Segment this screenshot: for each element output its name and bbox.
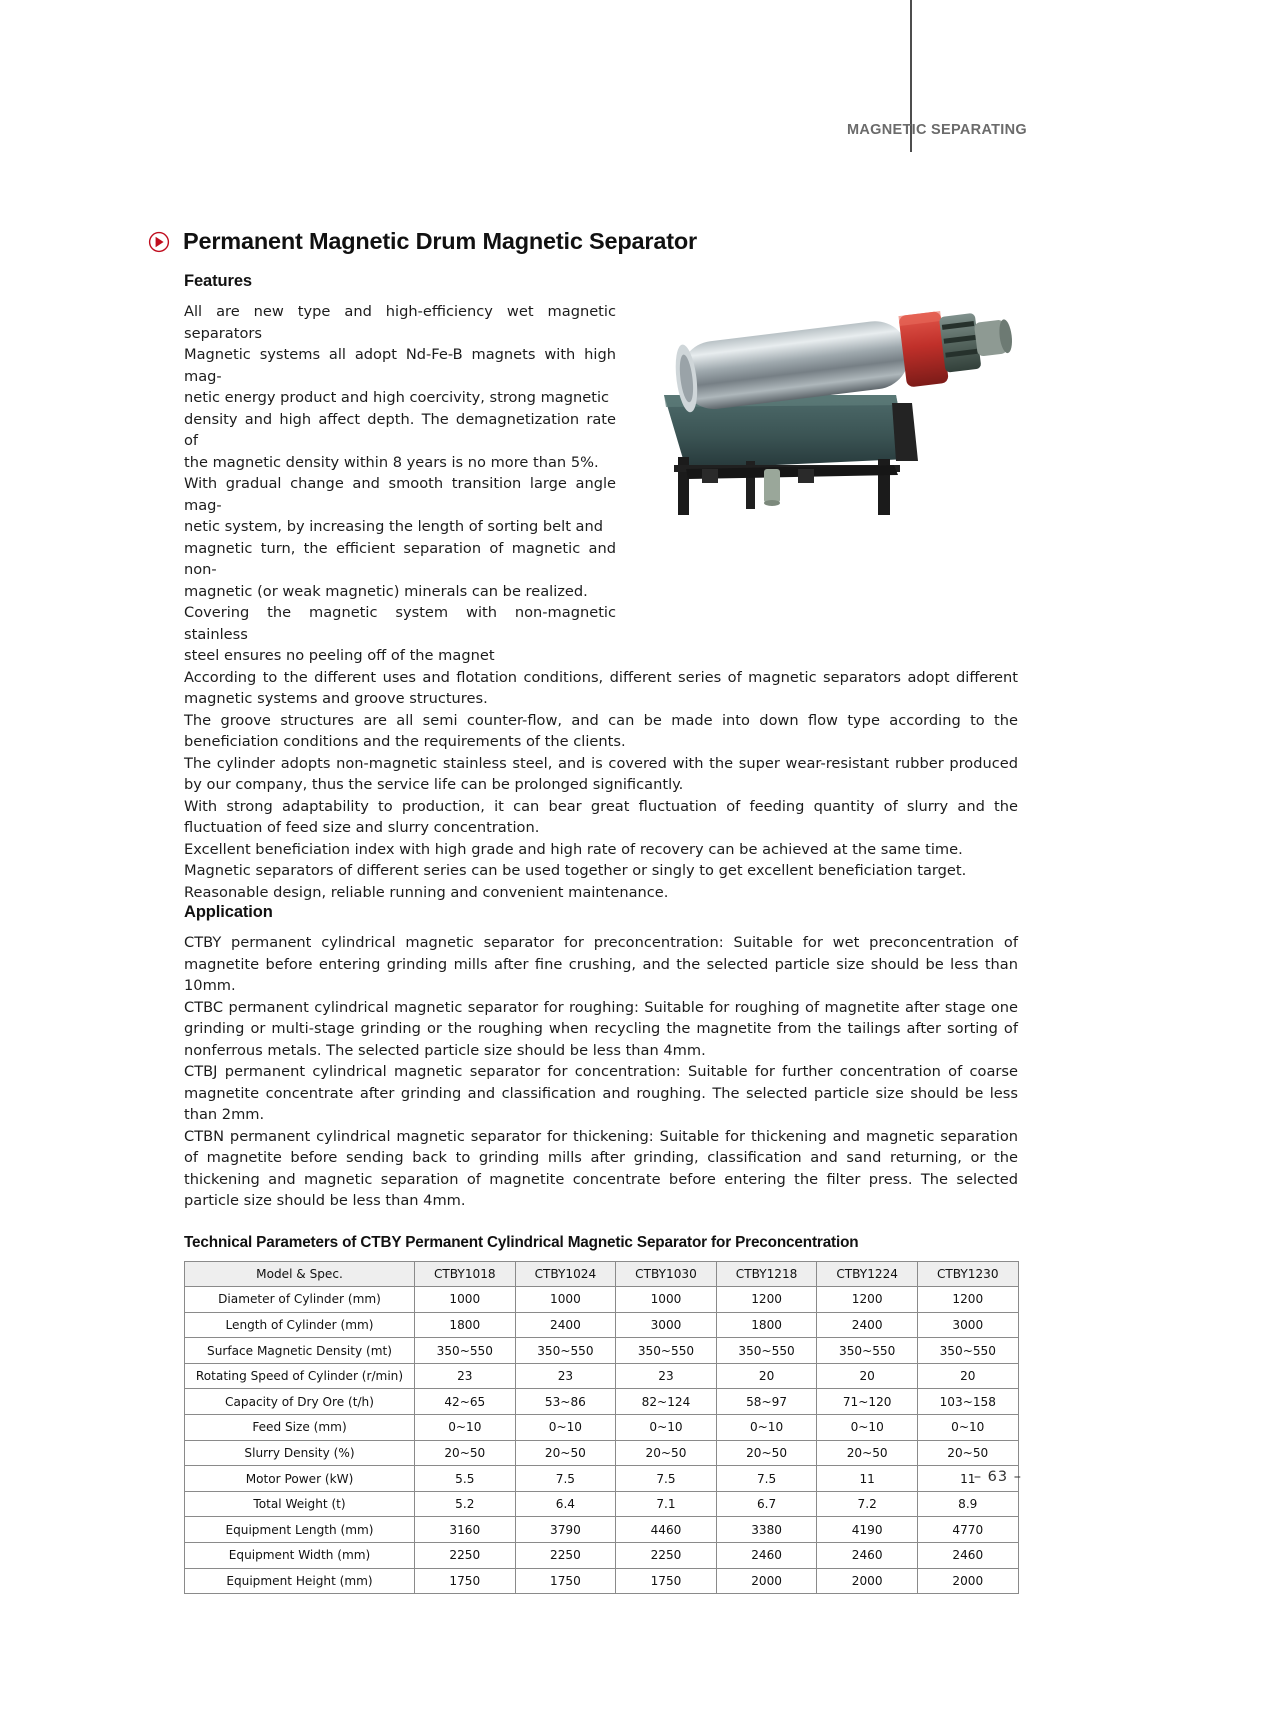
- features-line: Covering the magnetic system with non-magnetic stainless: [184, 604, 616, 643]
- table-row-label: Surface Magnetic Density (mt): [185, 1338, 415, 1364]
- table-row: [185, 1338, 1019, 1364]
- application-paragraph: CTBY permanent cylindrical magnetic separator for preconcentration: Suitable for wet preconcentration of magnetite before entering grinding mills after fine crushing, and the selected particle size should be less than 10mm.: [184, 934, 1018, 994]
- table-cell-value: 4770: [917, 1517, 1018, 1543]
- table-row: [185, 1440, 1019, 1466]
- table-cell-value: 2400: [515, 1312, 616, 1338]
- table-cell-value: 20~50: [817, 1440, 918, 1466]
- table-cell-value: 23: [616, 1363, 717, 1389]
- features-paragraph: According to the different uses and flotation conditions, different series of magnetic separators adopt different magnetic systems and groove structures.: [184, 668, 1018, 707]
- table-cell-value: 2000: [716, 1568, 817, 1594]
- table-cell-value: 4190: [817, 1517, 918, 1543]
- technical-parameters-table: [184, 1261, 1019, 1595]
- table-cell-value: 350~550: [817, 1338, 918, 1364]
- table-cell-value: 1800: [415, 1312, 516, 1338]
- table-cell-value: 7.5: [716, 1466, 817, 1492]
- table-row-label: Capacity of Dry Ore (t/h): [185, 1389, 415, 1415]
- table-cell-value: 3000: [616, 1312, 717, 1338]
- features-line: All are new type and high-efficiency wet magnetic separators: [184, 303, 616, 342]
- table-cell-value: 2460: [917, 1543, 1018, 1569]
- table-cell-value: 71~120: [817, 1389, 918, 1415]
- table-cell-value: 7.2: [817, 1491, 918, 1517]
- table-header-model: CTBY1024: [515, 1261, 616, 1287]
- features-paragraph: Excellent beneficiation index with high grade and high rate of recovery can be achieved at the same time.: [184, 840, 963, 858]
- table-row: [185, 1287, 1019, 1313]
- page-title-row: [148, 228, 1008, 255]
- table-header-model: CTBY1018: [415, 1261, 516, 1287]
- header-section-label: MAGNETIC SEPARATING: [847, 122, 1027, 138]
- table-cell-value: 2250: [415, 1543, 516, 1569]
- table-cell-value: 1800: [716, 1312, 817, 1338]
- features-line: magnetic turn, the efficient separation of magnetic and non-: [184, 539, 616, 578]
- table-cell-value: 2400: [817, 1312, 918, 1338]
- table-cell-value: 4460: [616, 1517, 717, 1543]
- table-row-label: Equipment Length (mm): [185, 1517, 415, 1543]
- table-cell-value: 82~124: [616, 1389, 717, 1415]
- table-cell-value: 1200: [817, 1287, 918, 1313]
- table-cell-value: 20~50: [716, 1440, 817, 1466]
- features-line: density and high affect depth. The demagnetization rate of: [184, 410, 616, 449]
- table-cell-value: 5.5: [415, 1466, 516, 1492]
- table-cell-value: 23: [415, 1363, 516, 1389]
- application-paragraph: CTBJ permanent cylindrical magnetic separator for concentration: Suitable for further concentration of coarse magnetite concentrate after grinding and classification and roughing. The selected particle size should be less than 2mm.: [184, 1063, 1018, 1123]
- features-line: netic energy product and high coercivity, strong magnetic: [184, 389, 610, 406]
- table-row-label: Motor Power (kW): [185, 1466, 415, 1492]
- table-header-model: CTBY1218: [716, 1261, 817, 1287]
- table-header-model: CTBY1230: [917, 1261, 1018, 1287]
- features-paragraph: Magnetic separators of different series can be used together or singly to get excellent beneficiation target.: [184, 862, 967, 879]
- application-paragraph: CTBN permanent cylindrical magnetic separator for thickening: Suitable for thickening and magnetic separation of magnetite before sending back to grinding mills after grinding, classification and sand returning, or the thickening and magnetic separation of magnetite concentrate before entering the filter press. The selected particle size should be less than 4mm.: [184, 1127, 1018, 1209]
- table-cell-value: 20~50: [616, 1440, 717, 1466]
- table-cell-value: 8.9: [917, 1491, 1018, 1517]
- table-cell-value: 20~50: [917, 1440, 1018, 1466]
- table-row: [185, 1543, 1019, 1569]
- table-cell-value: 20: [917, 1363, 1018, 1389]
- table-cell-value: 1000: [515, 1287, 616, 1313]
- table-cell-value: 0~10: [515, 1415, 616, 1441]
- features-line: netic system, by increasing the length of sorting belt and: [184, 518, 604, 535]
- features-line: With gradual change and smooth transition large angle mag-: [184, 475, 616, 514]
- table-cell-value: 2460: [817, 1543, 918, 1569]
- table-row-label: Diameter of Cylinder (mm): [185, 1287, 415, 1313]
- table-cell-value: 20: [716, 1363, 817, 1389]
- page-title: Permanent Magnetic Drum Magnetic Separator: [183, 228, 697, 254]
- table-cell-value: 0~10: [415, 1415, 516, 1441]
- table-cell-value: 1000: [616, 1287, 717, 1313]
- table-caption: Technical Parameters of CTBY Permanent Cylindrical Magnetic Separator for Preconcentration: [184, 1233, 859, 1251]
- table-cell-value: 42~65: [415, 1389, 516, 1415]
- table-cell-value: 58~97: [716, 1389, 817, 1415]
- table-cell-value: 7.5: [616, 1466, 717, 1492]
- features-line: Magnetic systems all adopt Nd-Fe-B magnets with high mag-: [184, 346, 616, 385]
- table-row: [185, 1517, 1019, 1543]
- table-row-label: Equipment Width (mm): [185, 1543, 415, 1569]
- table-cell-value: 1750: [515, 1568, 616, 1594]
- features-paragraph: Reasonable design, reliable running and convenient maintenance.: [184, 883, 669, 901]
- page-content: [184, 272, 1018, 1594]
- features-paragraph: The cylinder adopts non-magnetic stainless steel, and is covered with the super wear-resistant rubber produced by our company, thus the service life can be prolonged significantly.: [184, 754, 1018, 793]
- table-header-model: CTBY1224: [817, 1261, 918, 1287]
- table-cell-value: 1200: [716, 1287, 817, 1313]
- application-heading: Application: [184, 903, 273, 921]
- features-line: magnetic (or weak magnetic) minerals can be realized.: [184, 582, 588, 600]
- table-cell-value: 1750: [616, 1568, 717, 1594]
- table-cell-value: 20~50: [515, 1440, 616, 1466]
- table-cell-value: 23: [515, 1363, 616, 1389]
- table-cell-value: 3790: [515, 1517, 616, 1543]
- table-row: [185, 1389, 1019, 1415]
- table-cell-value: 1000: [415, 1287, 516, 1313]
- table-row-label: Equipment Height (mm): [185, 1568, 415, 1594]
- table-cell-value: 2000: [917, 1568, 1018, 1594]
- table-header-model: CTBY1030: [616, 1261, 717, 1287]
- table-cell-value: 2250: [616, 1543, 717, 1569]
- table-cell-value: 7.5: [515, 1466, 616, 1492]
- table-row-label: Rotating Speed of Cylinder (r/min): [185, 1363, 415, 1389]
- table-cell-value: 6.4: [515, 1491, 616, 1517]
- table-cell-value: 0~10: [917, 1415, 1018, 1441]
- table-cell-value: 6.7: [716, 1491, 817, 1517]
- table-cell-value: 103~158: [917, 1389, 1018, 1415]
- table-cell-value: 53~86: [515, 1389, 616, 1415]
- table-cell-value: 5.2: [415, 1491, 516, 1517]
- table-row: [185, 1415, 1019, 1441]
- table-row-label: Slurry Density (%): [185, 1440, 415, 1466]
- table-row: [185, 1363, 1019, 1389]
- table-cell-value: 0~10: [716, 1415, 817, 1441]
- table-cell-value: 350~550: [515, 1338, 616, 1364]
- features-paragraph: With strong adaptability to production, it can bear great fluctuation of feeding quantity of slurry and the fluctuation of feed size and slurry concentration.: [184, 797, 1018, 836]
- table-cell-value: 20~50: [415, 1440, 516, 1466]
- page-number: – 63 –: [973, 1469, 1022, 1485]
- table-cell-value: 7.1: [616, 1491, 717, 1517]
- table-cell-value: 2250: [515, 1543, 616, 1569]
- table-row-label: Feed Size (mm): [185, 1415, 415, 1441]
- table-cell-value: 1750: [415, 1568, 516, 1594]
- table-cell-value: 0~10: [817, 1415, 918, 1441]
- table-cell-value: 11: [817, 1466, 918, 1492]
- table-cell-value: 350~550: [716, 1338, 817, 1364]
- table-cell-value: 350~550: [616, 1338, 717, 1364]
- table-cell-value: 350~550: [917, 1338, 1018, 1364]
- table-cell-value: 20: [817, 1363, 918, 1389]
- table-cell-value: 3380: [716, 1517, 817, 1543]
- table-cell-value: 11: [917, 1466, 1018, 1492]
- table-cell-value: 3000: [917, 1312, 1018, 1338]
- table-header-row: [185, 1261, 1019, 1287]
- table-cell-value: 2000: [817, 1568, 918, 1594]
- table-row: [185, 1491, 1019, 1517]
- features-line: steel ensures no peeling off of the magnet: [184, 647, 495, 664]
- features-line: the magnetic density within 8 years is no more than 5%.: [184, 453, 599, 471]
- table-cell-value: 350~550: [415, 1338, 516, 1364]
- table-row: [185, 1568, 1019, 1594]
- table-row-label: Total Weight (t): [185, 1491, 415, 1517]
- table-header-label: Model & Spec.: [185, 1261, 415, 1287]
- table-cell-value: 0~10: [616, 1415, 717, 1441]
- application-paragraph: CTBC permanent cylindrical magnetic separator for roughing: Suitable for roughing of magnetite after stage one grinding or multi-stage grinding or the roughing when recycling the magnetite from the tailings after sorting of nonferrous metals. The selected particle size should be less than 4mm.: [184, 998, 1018, 1059]
- features-heading: Features: [184, 272, 252, 290]
- features-paragraph: The groove structures are all semi counter-flow, and can be made into down flow type according to the beneficiation conditions and the requirements of the clients.: [184, 711, 1018, 750]
- table-cell-value: 1200: [917, 1287, 1018, 1313]
- table-cell-value: 3160: [415, 1517, 516, 1543]
- circled-arrow-icon: [148, 231, 170, 253]
- table-row-label: Length of Cylinder (mm): [185, 1312, 415, 1338]
- table-row: [185, 1312, 1019, 1338]
- table-cell-value: 2460: [716, 1543, 817, 1569]
